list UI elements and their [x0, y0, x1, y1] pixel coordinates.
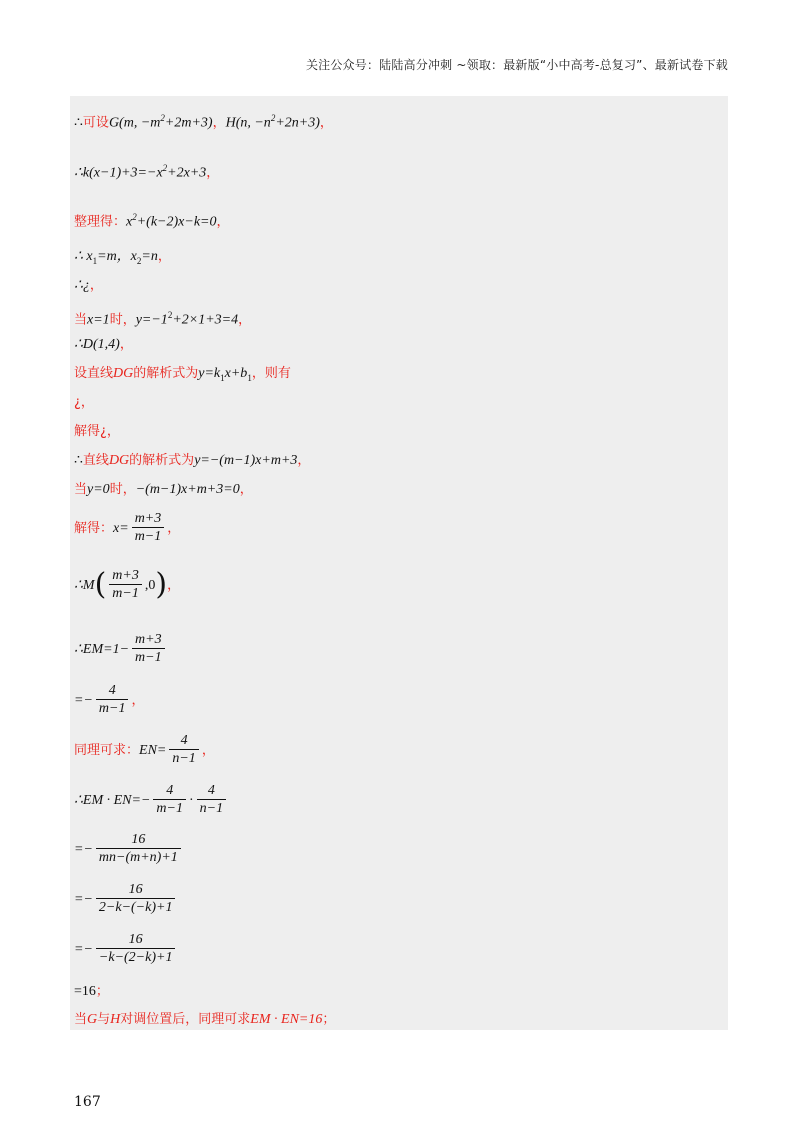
fraction	[96, 831, 181, 867]
punct: ，	[297, 453, 311, 468]
numerator: 16	[96, 881, 176, 899]
math-expr: y=0	[87, 482, 110, 497]
line-23	[74, 1010, 335, 1029]
therefore-symbol: ∴	[74, 453, 83, 468]
punct: ，	[216, 214, 230, 230]
math-expr: =−	[74, 693, 93, 708]
fraction	[132, 510, 165, 546]
line-8	[74, 364, 291, 387]
denominator: m−1	[134, 529, 162, 544]
text-red: ，则有	[251, 366, 291, 381]
text-red: 当	[74, 482, 88, 497]
line-4	[74, 247, 171, 270]
math-expr: ∴EM · EN=−	[74, 793, 151, 808]
math-expr: ∴M	[74, 578, 95, 593]
numerator: 16	[96, 831, 181, 849]
math-expr: =−	[74, 842, 93, 857]
subscript: 1	[220, 372, 225, 383]
subscript: 1	[92, 255, 98, 266]
text-red: 的解析式为	[129, 453, 195, 468]
punct: ；	[322, 1012, 336, 1027]
math-expr: ∴k(x−1)+3=−x	[74, 165, 163, 181]
text-red: 当	[74, 312, 88, 328]
exponent: 2	[132, 212, 137, 222]
numerator: m+3	[132, 510, 165, 528]
line-20	[74, 881, 178, 917]
math-expr: G(m, −m	[108, 115, 161, 131]
punct: ，	[119, 337, 133, 352]
math-expr: DG	[108, 453, 130, 468]
denominator: 2−k−(−k)+1	[98, 900, 173, 915]
math-expr: y=−(m−1)x+m+3	[194, 453, 298, 468]
math-expr: ∴EM=1−	[74, 642, 130, 657]
math-expr: x	[126, 214, 133, 230]
math-expr: y=k	[198, 366, 221, 381]
text-red: 当	[74, 1012, 88, 1027]
numerator: 4	[197, 782, 226, 800]
math-expr: EM · EN=16	[250, 1012, 323, 1027]
subscript: 2	[136, 255, 142, 266]
math-expr: +2n+3)	[275, 115, 320, 131]
line-7	[74, 335, 133, 354]
right-paren: )	[155, 567, 168, 602]
fraction	[96, 931, 176, 967]
punct: ，	[206, 165, 220, 181]
text-red: 设直线	[74, 366, 114, 381]
line-9	[74, 393, 94, 412]
fraction	[96, 682, 129, 718]
line-14	[74, 567, 180, 603]
numerator: 4	[96, 682, 129, 700]
exponent: 2	[270, 113, 276, 123]
denominator: m−1	[135, 650, 162, 665]
line-22	[74, 982, 109, 1001]
fraction	[96, 881, 176, 917]
text-red: 对调位置后，同理可求	[120, 1012, 251, 1027]
math-expr: x=	[113, 521, 129, 536]
math-expr: −(m−1)x+m+3=0	[135, 482, 240, 497]
punct: ，	[167, 578, 181, 593]
line-18	[74, 782, 229, 818]
line-5	[74, 276, 103, 295]
line-1	[74, 109, 333, 133]
math-expr: ,0	[144, 578, 156, 593]
numerator: m+3	[132, 631, 165, 649]
dot-operator: ·	[188, 793, 194, 808]
denominator: m−1	[156, 801, 183, 816]
math-expr: +2×1+3=4	[172, 312, 239, 328]
math-expr: +2m+3)	[164, 115, 213, 131]
exponent: 2	[167, 310, 173, 320]
math-expr: =−	[74, 892, 93, 907]
exponent: 2	[162, 163, 168, 173]
text-red: ¿，	[74, 395, 94, 410]
separator: ，	[212, 115, 226, 131]
math-expr: x+b	[224, 366, 248, 381]
math-expr: =16	[74, 984, 96, 999]
denominator: n−1	[172, 751, 196, 766]
text-red: 整理得：	[74, 214, 127, 230]
exponent: 2	[160, 113, 165, 123]
numerator: 4	[169, 732, 198, 750]
punct: ，	[131, 693, 145, 708]
math-expr: =n	[141, 249, 158, 264]
text-red: 的解析式为	[133, 366, 199, 381]
punct: ，	[239, 482, 253, 497]
denominator: m−1	[112, 586, 139, 601]
text-red: 时，	[109, 312, 136, 328]
numerator: m+3	[109, 567, 142, 585]
math-expr: G	[87, 1012, 98, 1027]
therefore-symbol: ∴	[74, 115, 83, 131]
text-red: 解得：	[74, 521, 114, 536]
line-2	[74, 159, 219, 183]
math-expr: +2x+3	[167, 165, 207, 181]
fraction	[169, 732, 198, 768]
math-expr: =−	[74, 942, 93, 957]
page-number: 167	[74, 1094, 101, 1110]
line-3	[74, 208, 230, 232]
line-21	[74, 931, 178, 967]
punct: ，	[201, 743, 215, 758]
text-red: 可设	[82, 115, 109, 131]
math-expr: H	[110, 1012, 121, 1027]
punct: ，	[157, 249, 171, 264]
text-red: 时，	[109, 482, 136, 497]
denominator: mn−(m+n)+1	[98, 850, 178, 865]
line-16	[74, 682, 144, 718]
text-red: 直线	[82, 453, 109, 468]
text-red: 解得¿，	[74, 424, 120, 439]
math-expr: ∴¿	[74, 278, 90, 293]
numerator: 16	[96, 931, 176, 949]
left-paren: (	[94, 567, 107, 602]
math-expr: EN=	[139, 743, 167, 758]
math-expr: H(n, −n	[225, 115, 271, 131]
text-red: 与	[97, 1012, 111, 1027]
punct: ，	[238, 312, 252, 328]
punct: ，	[319, 115, 333, 131]
punct: ，	[89, 278, 103, 293]
line-12	[74, 480, 253, 499]
fraction	[132, 631, 165, 667]
denominator: n−1	[199, 801, 224, 816]
line-10	[74, 422, 120, 441]
line-17	[74, 732, 215, 768]
math-expr: +(k−2)x−k=0	[136, 214, 217, 230]
numerator: 4	[153, 782, 186, 800]
math-expr: ∴ x	[74, 249, 93, 264]
math-expr: =m，x	[97, 249, 137, 264]
fraction	[197, 782, 226, 818]
line-11	[74, 451, 310, 470]
denominator: −k−(2−k)+1	[98, 950, 173, 965]
line-6	[74, 306, 251, 330]
line-19	[74, 831, 184, 867]
text-red: 同理可求：	[74, 743, 140, 758]
punct: ，	[167, 521, 181, 536]
subscript: 1	[247, 372, 252, 383]
math-expr: DG	[113, 366, 134, 381]
math-expr: ∴D(1,4)	[74, 337, 120, 352]
page-header: 关注公众号：陆陆高分冲刺 ~领取：最新版“小中高考-总复习”、最新试卷下载	[305, 58, 728, 72]
line-13	[74, 510, 180, 546]
math-expr: y=−1	[135, 312, 168, 328]
fraction	[109, 567, 142, 603]
line-15	[74, 631, 168, 667]
punct: ；	[95, 984, 109, 999]
fraction	[153, 782, 186, 818]
math-expr: x=1	[87, 312, 110, 328]
denominator: m−1	[98, 701, 126, 716]
